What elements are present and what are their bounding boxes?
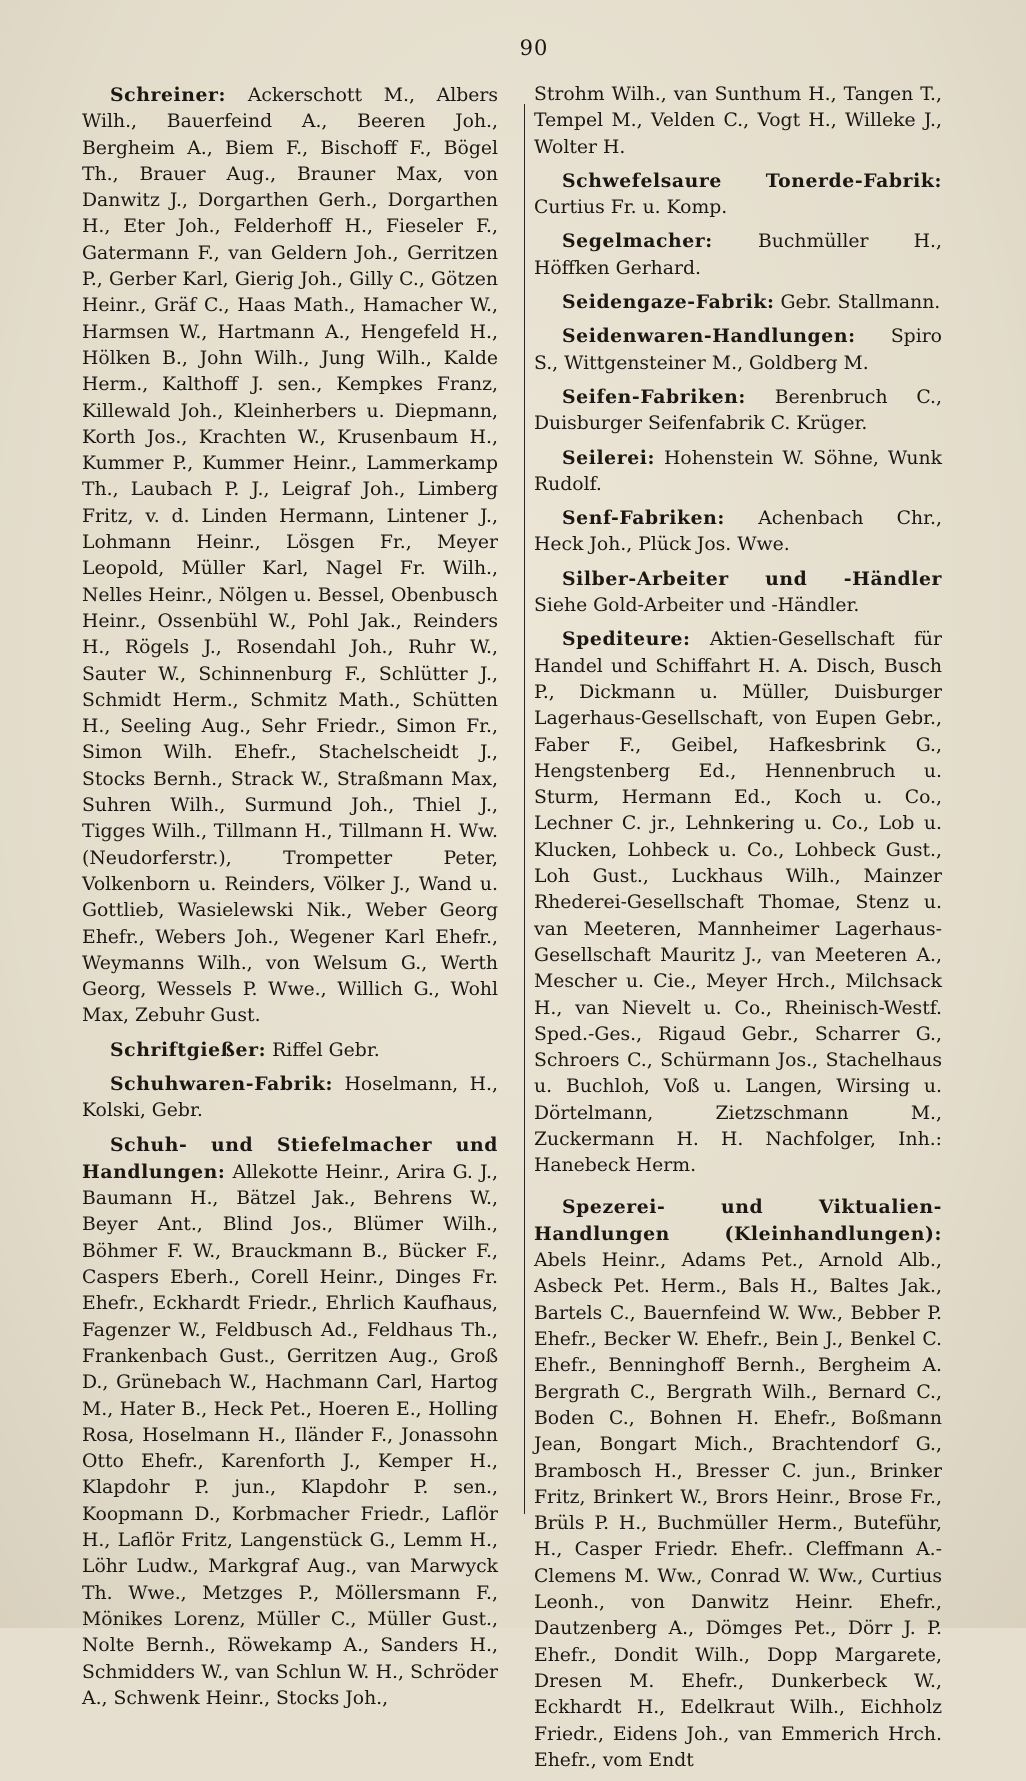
entry-seilerei bbox=[534, 445, 942, 499]
entry-heading: Segelmacher: bbox=[562, 230, 713, 253]
entry-heading: Seifen-Fabriken: bbox=[562, 385, 746, 408]
entry-text: Abels Heinr., Adams Pet., Arnold Alb., Asbeck Pet. Herm., Bals H., Baltes Jak., Bartels C., Bauernfeind W. Ww., Bebber P. Ehefr., Becker W. Ehefr., Bein J., Benkel C. Ehefr., Benninghoff Bernh., Bergheim A. Bergrath C., Bergrath Wilh., Bernard C., Boden C., Bohnen H. Ehefr., Boßmann Jean, Bongart Mich., Brachtendorf G., Brambosch H., Bresser C. jun., Brinker Fritz, Brinkert W., Brors Heinr., Brose Fr., Brüls P. H., Buchmüller Herm., Buteführ, H., Casper Friedr. Ehefr.. Cleffmann A.-Clemens M. Ww., Conrad W. Ww., Curtius Leonh., von Danwitz Heinr. Ehefr., Dautzenberg A., Dömges Pet., Dörr J. P. Ehefr., Dondit Wilh., Dopp Margarete, Dresen M. Ehefr., Dunkerbeck W., Eckhardt H., Edelkraut Wilh., Eichholz Friedr., Eidens Joh., van Emmerich Hrch. Ehefr., vom Endt bbox=[534, 1250, 942, 1771]
entry-text: Spiro S., Wittgensteiner M., Goldberg M. bbox=[534, 326, 942, 374]
entry-text: Curtius Fr. u. Komp. bbox=[534, 197, 728, 219]
entry-heading: Seilerei: bbox=[562, 446, 656, 469]
entry-heading: Schuh- und Stiefelmacher und Handlungen: bbox=[82, 1133, 498, 1183]
entry-seifen-fabriken bbox=[534, 384, 942, 438]
entry-text: Gebr. Stallmann. bbox=[780, 292, 941, 314]
entry-heading: Silber-Arbeiter und -Händler bbox=[562, 567, 942, 590]
entry-seidenwaren-handlungen bbox=[534, 323, 942, 377]
entry-senf-fabriken bbox=[534, 505, 942, 559]
entry-heading: Spediteure: bbox=[562, 628, 691, 651]
entry-text: Hoselmann, H., Kolski, Gebr. bbox=[82, 1073, 498, 1122]
two-column-body bbox=[82, 82, 968, 1781]
entry-heading: Schreiner: bbox=[110, 84, 227, 106]
entry-seidengaze-fabrik bbox=[534, 289, 942, 316]
entry-spediteure bbox=[534, 626, 942, 1179]
entry-text: Siehe Gold-Arbeiter und -Händler. bbox=[534, 595, 860, 617]
entry-text: Hohenstein W. Söhne, Wunk Rudolf. bbox=[534, 447, 942, 495]
entry-text: Allekotte Heinr., Arira G. J., Baumann H., Bätzel Jak., Behrens W., Beyer Ant., Blind Jos., Blümer Wilh., Böhmer F. W., Brauckmann B., Bücker F., Caspers Eberh., Corell Heinr., Dinges Fr. Ehefr., Eckhardt Friedr., Ehrlich Kaufhaus, Fagenzer W., Feldbusch Ad., Feldhaus Th., Frankenbach Gust., Gerritzen Aug., Groß D., Grünebach W., Hachmann Carl, Hartog M., Hater B., Heck Pet., Hoeren E., Holling Rosa, Hoselmann H., Iländer F., Jonassohn Otto Ehefr., Karenforth J., Kemper H., Klapdohr P. jun., Klapdohr P. sen., Koopmann D., Korbmacher Friedr., Laflör H., Laflör Fritz, Langenstück G., Lemm H., Löhr Ludw., Markgraf Aug., van Marwyck Th. Wwe., Metzges P., Möllersmann F., Mönikes Lorenz, Müller C., Müller Gust., Nolte Bernh., Röwekamp A., Sanders H., Schmidders W., van Schlun W. H., Schröder A., Schwenk Heinr., Stocks Joh., bbox=[82, 1161, 498, 1709]
entry-silber-arbeiter bbox=[534, 566, 942, 620]
entry-text: Strohm Wilh., van Sunthum H., Tangen T., Tempel M., Velden C., Vogt H., Willeke J., Wolter H. bbox=[534, 84, 942, 158]
entry-schreiner bbox=[82, 82, 498, 1030]
entry-heading: Spezerei- und Viktualien-Handlungen (Kleinhandlungen): bbox=[534, 1195, 942, 1245]
entry-heading: Seidengaze-Fabrik: bbox=[562, 291, 775, 314]
entry-spezerei-und-viktualien bbox=[534, 1194, 942, 1775]
entry-text: Aktien-Gesellschaft für Handel und Schiffahrt H. A. Disch, Busch P., Dickmann u. Müller, Duisburger Lagerhaus-Gesellschaft, von Eupen Gebr., Faber F., Geibel, Hafkesbrink G., Hengstenberg Ed., Hennenbruch u. Sturm, Hermann Ed., Koch u. Co., Lechner C. jr., Lehnkering u. Co., Lob u. Klucken, Lohbeck u. Co., Lohbeck Gust., Loh Gust., Luckhaus Wilh., Mainzer Rhederei-Gesellschaft Thomae, Stenz u. van Meeteren, Mannheimer Lagerhaus-Gesellschaft Mauritz J., van Meeteren A., Mescher u. Cie., Meyer Hrch., Milchsack H., van Nievelt u. Co., Rheinisch-Westf. Sped.-Ges., Rigaud Gebr., Scharrer G., Schroers C., Schürmann Jos., Stachelhaus u. Buchloh, Voß u. Langen, Wirsing u. Dörtelmann, Zietzschmann M., Zuckermann H. H. Nachfolger, Inh.: Hanebeck Herm. bbox=[534, 629, 942, 1177]
entry-schreiner-continued bbox=[534, 82, 942, 161]
right-column bbox=[512, 82, 942, 1781]
entry-text: Ackerschott M., Albers Wilh., Bauerfeind A., Beeren Joh., Bergheim A., Biem F., Bischoff F., Bögel Th., Brauer Aug., Brauner Max, von Danwitz J., Dorgarthen Gerh., Dorgarthen H., Eter Joh., Felderhoff H., Fieseler F., Gatermann F., van Geldern Joh., Gerritzen P., Gerber Karl, Gierig Joh., Gilly C., Götzen Heinr., Gräf C., Haas Math., Hamacher W., Harmsen W., Hartmann A., Hengefeld H., Hölken B., John Wilh., Jung Wilh., Kalde Herm., Kalthoff J. sen., Kempkes Franz, Killewald Joh., Kleinherbers u. Diepmann, Korth Jos., Krachten W., Krusenbaum H., Kummer P., Kummer Heinr., Lammerkamp Th., Laubach P. J., Leigraf Joh., Limberg Fritz, v. d. Linden Hermann, Lintener J., Lohmann Heinr., Lösgen Fr., Meyer Leopold, Müller Karl, Nagel Fr. Wilh., Nelles Heinr., Nölgen u. Bessel, Obenbusch Heinr., Ossenbühl W., Pohl Jak., Reinders H., Rögels J., Rosendahl Joh., Ruhr W., Sauter W., Schinnenburg F., Schlütter J., Schmidt Herm., Schmitz Math., Schütten H., Seeling Aug., Sehr Friedr., Simon Fr., Simon Wilh. Ehefr., Stachelscheidt J., Stocks Bernh., Strack W., Straßmann Max, Suhren Wilh., Surmund Joh., Thiel J., Tigges Wilh., Tillmann H., Tillmann H. Ww. (Neudorferstr.), Trompetter Peter, Volkenborn u. Reinders, Völker J., Wand u. Gottlieb, Wasielewski Nik., Weber Georg Ehefr., Webers Joh., Wegener Karl Ehefr., Weymanns Wilh., von Welsum G., Werth Georg, Wessels P. Wwe., Willich G., Wohl Max, Zebuhr Gust. bbox=[82, 85, 498, 1027]
entry-segelmacher bbox=[534, 228, 942, 282]
entry-heading: Senf-Fabriken: bbox=[562, 507, 725, 530]
entry-text: Buchmüller H., Höffken Gerhard. bbox=[534, 231, 942, 279]
entry-schuh-und-stiefelmacher bbox=[82, 1132, 498, 1713]
entry-schriftgiesser bbox=[82, 1037, 498, 1064]
entry-schwefelsaure-tonerde-fabrik bbox=[534, 168, 942, 222]
entry-schuhwaren-fabrik bbox=[82, 1071, 498, 1125]
entry-heading: Schriftgießer: bbox=[110, 1038, 267, 1061]
entry-text: Riffel Gebr. bbox=[272, 1039, 380, 1061]
entry-heading: Seidenwaren-Handlungen: bbox=[562, 325, 856, 348]
entry-text: Berenbruch C., Duisburger Seifenfabrik C. Krüger. bbox=[534, 386, 942, 435]
page-number: 90 bbox=[519, 36, 549, 60]
left-column bbox=[82, 82, 512, 1781]
entry-text: Achenbach Chr., Heck Joh., Plück Jos. Wwe. bbox=[534, 508, 942, 556]
entry-heading: Schwefelsaure Tonerde-Fabrik: bbox=[562, 169, 942, 192]
entry-heading: Schuhwaren-Fabrik: bbox=[110, 1072, 333, 1095]
column-divider bbox=[524, 104, 525, 1514]
